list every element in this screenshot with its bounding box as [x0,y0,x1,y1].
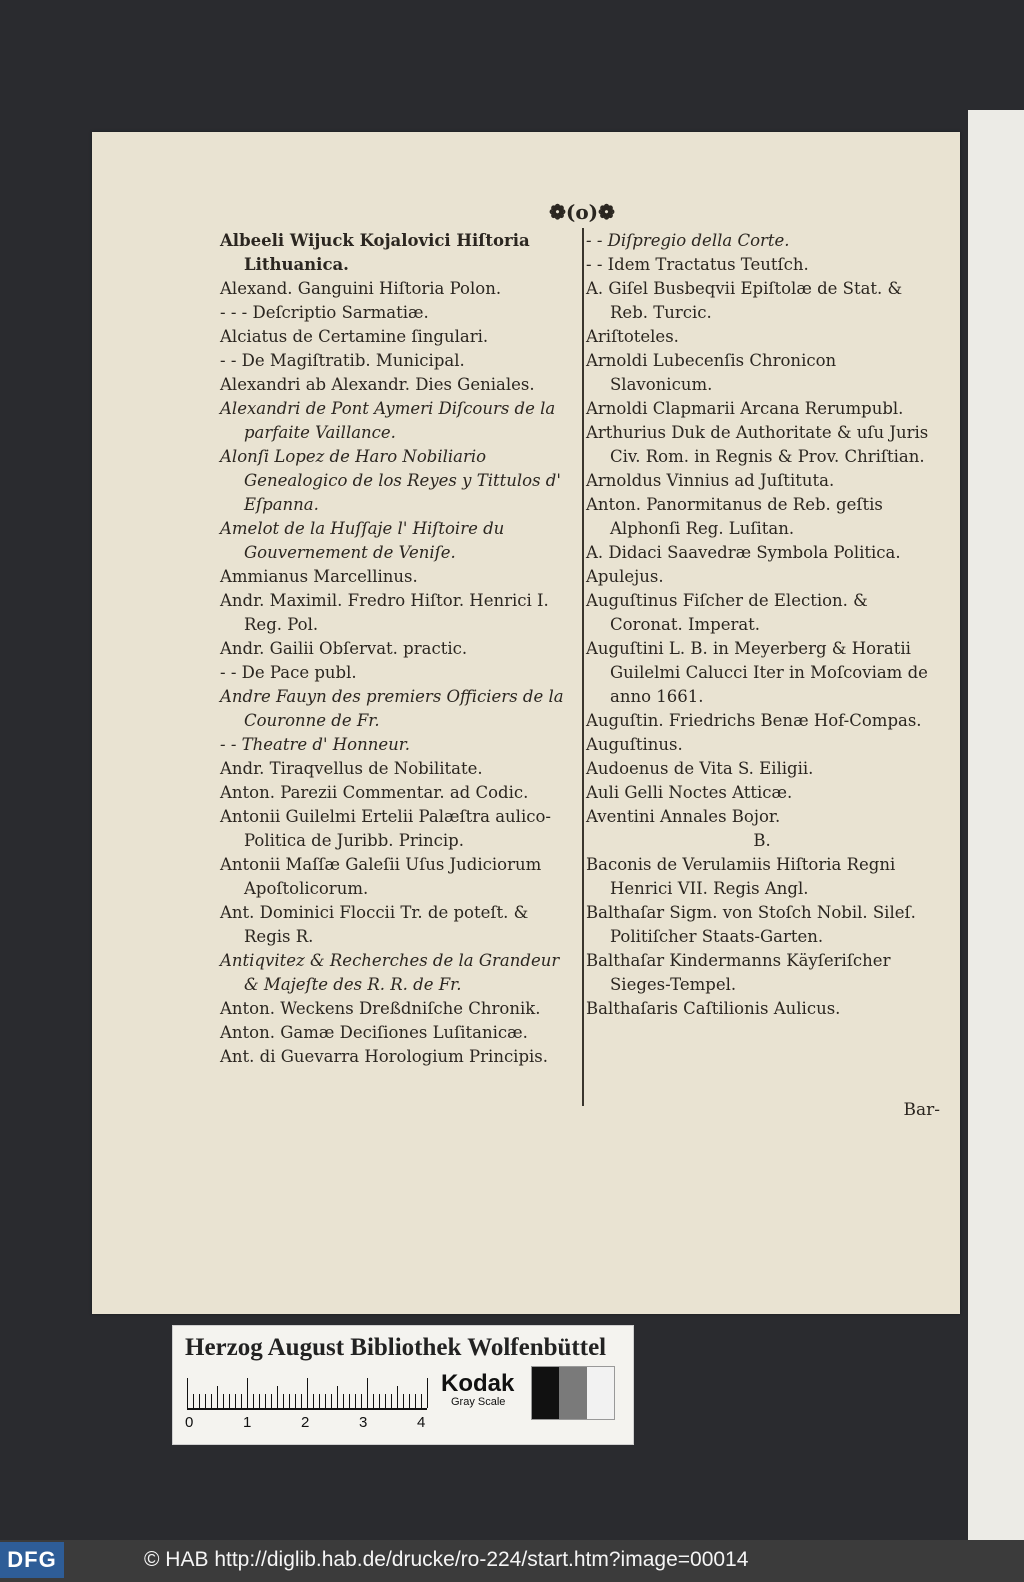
catalog-entry: Andr. Gailii Obſervat. practic. [220,639,468,658]
ruler-tick [343,1394,344,1408]
ruler-tick [241,1394,242,1408]
copyright-url[interactable]: © HAB http://diglib.hab.de/drucke/ro-224/start.htm?image=00014 [144,1548,749,1571]
ruler-tick [271,1394,272,1408]
ruler-tick [331,1394,332,1408]
kodak-brand: Kodak [441,1370,515,1397]
catalog-entry: Arthurius Duk de Authoritate & uſu Juris Civ. Rom. in Regnis & Prov. Chriſtian. [586,423,929,466]
catalog-entry: Andre Fauyn des premiers Officiers de la Couronne de Fr. [220,687,564,730]
ruler-tick [259,1394,260,1408]
catalog-entry: Alexandri de Pont Aymeri Diſcours de la parfaite Vaillance. [220,399,556,442]
gray-scale-label: Gray Scale [451,1396,506,1408]
ruler-tick [199,1394,200,1408]
ruler-number: 4 [417,1414,426,1431]
catalog-entry: Apulejus. [586,567,664,586]
ruler-tick [409,1394,410,1408]
ruler-tick [205,1394,206,1408]
ruler-tick [307,1378,308,1408]
gray-swatch [587,1367,614,1419]
catalog-entry: Alexand. Ganguini Hiſtoria Polon. [220,279,502,298]
card-title: Herzog August Bibliothek Wolfenbüttel [185,1334,607,1361]
adjacent-page-edge [968,110,1024,1540]
ruler-tick [277,1386,278,1408]
catalog-entry: - - De Pace publ. [220,663,357,682]
ruler-tick [319,1394,320,1408]
ruler-tick [283,1394,284,1408]
catalog-entry: - - Diſpregio della Corte. [586,231,790,250]
catalog-entry: Ant. di Guevarra Horologium Principis. [220,1047,549,1066]
ruler-numbers [185,1414,445,1434]
ruler-tick [379,1394,380,1408]
catalog-entry: Ant. Dominici Floccii Tr. de poteſt. & Regis R. [220,903,529,946]
catalog-entry: Balthaſaris Caſtilionis Aulicus. [586,999,841,1018]
catalog-entry: - - Theatre d' Honneur. [220,735,411,754]
ruler-tick [415,1394,416,1408]
catalog-entry: - - De Magiſtratib. Municipal. [220,351,465,370]
ruler-tick [325,1394,326,1408]
ruler-tick [403,1394,404,1408]
catalog-entry: Alexandri ab Alexandr. Dies Geniales. [220,375,535,394]
catalog-entry: Albeeli Wijuck Kojalovici Hiſtoria Lithuanica. [220,231,530,274]
catalog-entry: Andr. Maximil. Fredro Hiſtor. Henrici I. Reg. Pol. [220,591,549,634]
ruler-tick [187,1378,188,1408]
ruler-tick [265,1394,266,1408]
ruler-number: 3 [359,1414,368,1431]
catalog-entry: Arnoldi Clapmarii Arcana Rerumpubl. [586,399,904,418]
catalog-entry: Alonſi Lopez de Haro Nobiliario Genealogico de los Reyes y Tittulos d' Eſpanna. [220,447,561,514]
ruler-tick [373,1394,374,1408]
ruler-number: 2 [301,1414,310,1431]
catalog-entry: Anton. Weckens Dreßdniſche Chronik. [220,999,541,1018]
catalog-entry: A. Giſel Busbeqvii Epiſtolæ de Stat. & Reb. Turcic. [586,279,903,322]
ruler-tick [223,1394,224,1408]
ruler-number: 0 [185,1414,194,1431]
ruler-tick [421,1394,422,1408]
left-column [220,229,576,1069]
ruler-tick [247,1378,248,1408]
catalog-entry: Auguſtinus. [586,735,683,754]
ruler-tick [313,1394,314,1408]
catalog-entry: Anton. Parezii Commentar. ad Codic. [220,783,529,802]
gray-swatch [559,1367,586,1419]
ruler-tick [361,1394,362,1408]
column-divider [582,228,584,1106]
catalog-entry: Balthaſar Sigm. von Stoſch Nobil. Sileſ. Politiſcher Staats-Garten. [586,903,916,946]
ruler-tick [355,1394,356,1408]
ruler-tick [349,1394,350,1408]
catalog-entry: Andr. Tiraqvellus de Nobilitate. [220,759,483,778]
ruler-tick [211,1394,212,1408]
catalog-entry: Auguſtinus Fiſcher de Election. & Coronat. Imperat. [586,591,868,634]
catalog-entry: Anton. Gamæ Deciſiones Luſitanicæ. [220,1023,528,1042]
catalog-entry: Antonii Guilelmi Ertelii Palæſtra aulico-Politica de Juribb. Princip. [220,807,551,850]
catalog-entry: Alciatus de Certamine ſingulari. [220,327,489,346]
ruler-tick [397,1386,398,1408]
gray-swatches [531,1366,615,1420]
ruler-tick [253,1394,254,1408]
ruler [187,1374,427,1410]
dfg-logo[interactable]: DFG [0,1542,64,1578]
color-calibration-card [172,1325,634,1445]
scanned-page [92,132,960,1314]
catalog-entry: Auguſtin. Friedrichs Benæ Hof-Compas. [586,711,922,730]
ruler-tick [337,1386,338,1408]
catchword: Bar- [903,1100,940,1120]
catalog-entry: Ariſtoteles. [586,327,679,346]
catalog-entry: Aventini Annales Bojor. [586,807,781,826]
catalog-entry: Antonii Maſſæ Galeſii Uſus Judiciorum Apoſtolicorum. [220,855,542,898]
catalog-entry: Auli Gelli Noctes Atticæ. [586,783,793,802]
catalog-entry: - - Idem Tractatus Teutſch. [586,255,809,274]
ruler-tick [301,1394,302,1408]
ruler-number: 1 [243,1414,252,1431]
catalog-entry: Arnoldi Lubecenſis Chronicon Slavonicum. [586,351,837,394]
catalog-entry: Auguſtini L. B. in Meyerberg & Horatii Guilelmi Calucci Iter in Moſcoviam de anno 1661. [586,639,928,706]
catalog-entry: Baconis de Verulamiis Hiſtoria Regni Henrici VII. Regis Angl. [586,855,896,898]
catalog-entry: Balthaſar Kindermanns Käyſeriſcher Sieges-Tempel. [586,951,891,994]
catalog-entry: B. [753,831,771,850]
catalog-entry: Ammianus Marcellinus. [220,567,418,586]
ruler-tick [367,1378,368,1408]
page-header-ornament: ❁(o)❁ [549,200,615,224]
catalog-entry: Arnoldus Vinnius ad Juſtituta. [586,471,835,490]
ruler-tick [391,1394,392,1408]
catalog-entry: Anton. Panormitanus de Reb. geſtis Alphonſi Reg. Luſitan. [586,495,883,538]
ruler-tick [289,1394,290,1408]
gray-swatch [532,1367,559,1419]
ruler-tick [217,1386,218,1408]
catalog-entry: Antiqvitez & Recherches de la Grandeur & Majeſte des R. R. de Fr. [220,951,560,994]
ruler-tick [427,1378,428,1408]
ruler-tick [193,1394,194,1408]
ruler-tick [385,1394,386,1408]
right-column [586,229,938,1021]
ruler-tick [235,1394,236,1408]
catalog-entry: A. Didaci Saavedræ Symbola Politica. [586,543,901,562]
ruler-tick [229,1394,230,1408]
catalog-entry: Amelot de la Huſſaje l' Hiſtoire du Gouvernement de Veniſe. [220,519,505,562]
catalog-entry: - - - Deſcriptio Sarmatiæ. [220,303,429,322]
catalog-entry: Audoenus de Vita S. Eiligii. [586,759,814,778]
footer-bar [0,1540,1024,1582]
ruler-tick [295,1394,296,1408]
